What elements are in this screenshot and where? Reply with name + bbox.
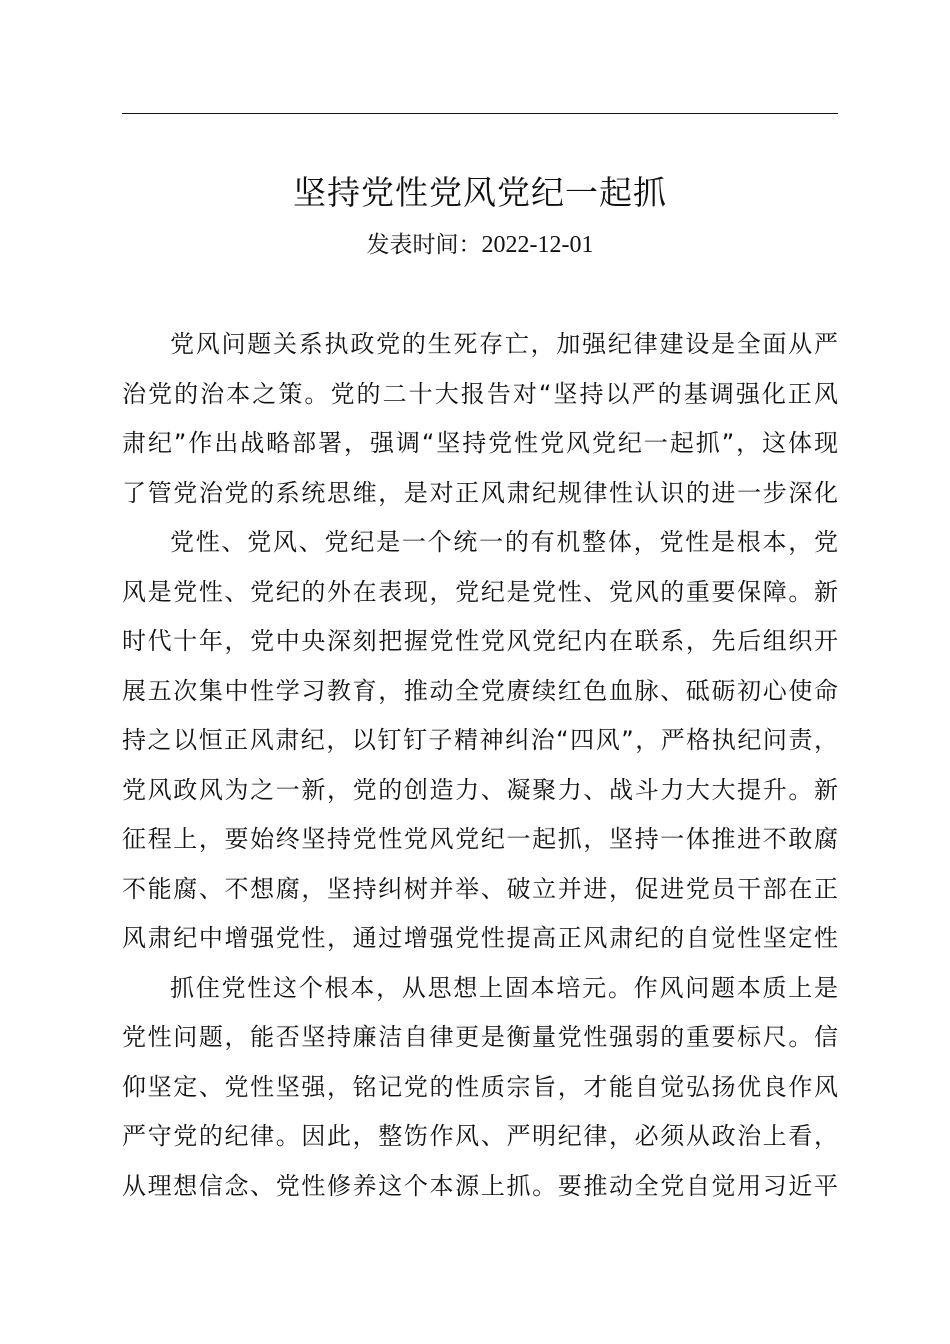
- body-line: 不能腐、不想腐，坚持纠树并举、破立并进，促进党员干部在正: [122, 874, 838, 903]
- header-rule: [122, 113, 838, 114]
- body-line: 党性、党风、党纪是一个统一的有机整体，党性是根本，党: [170, 528, 838, 556]
- article-title: 坚持党性党风党纪一起抓: [293, 173, 667, 212]
- body-line: 征程上，要始终坚持党性党风党纪一起抓，坚持一体推进不敢腐: [122, 825, 838, 853]
- body-line: 肃纪”作出战略部署，强调“坚持党性党风党纪一起抓”，这体现: [122, 429, 838, 457]
- body-line: 从理想信念、党性修养这个本源上抓。要推动全党自觉用习近平: [122, 1171, 838, 1200]
- body-line: 了管党治党的系统思维，是对正风肃纪规律性认识的进一步深化: [122, 478, 838, 507]
- article-body: [122, 320, 838, 1211]
- publish-date: [122, 228, 838, 262]
- publish-date-label: 发表时间：: [366, 232, 482, 258]
- body-line: 党风政风为之一新，党的创造力、凝聚力、战斗力大大提升。新: [122, 775, 838, 804]
- body-line: 治党的治本之策。党的二十大报告对“坚持以严的基调强化正风: [122, 379, 838, 408]
- body-line: 风肃纪中增强党性，通过增强党性提高正风肃纪的自觉性坚定性: [122, 924, 838, 952]
- publish-date-value: 2022-12-01: [481, 232, 594, 258]
- body-line: 风是党性、党纪的外在表现，党纪是党性、党风的重要保障。新: [122, 577, 838, 606]
- body-line: 时代十年，党中央深刻把握党性党风党纪内在联系，先后组织开: [122, 627, 838, 655]
- body-line: 持之以恒正风肃纪，以钉钉子精神纠治“四风”，严格执纪问责，: [122, 726, 838, 754]
- body-line: 严守党的纪律。因此，整饬作风、严明纪律，必须从政治上看，: [122, 1122, 838, 1150]
- body-line: 仰坚定、党性坚强，铭记党的性质宗旨，才能自觉弘扬优良作风: [122, 1072, 838, 1101]
- body-line: 党风问题关系执政党的生死存亡，加强纪律建设是全面从严: [170, 330, 838, 358]
- body-line: 党性问题，能否坚持廉洁自律更是衡量党性强弱的重要标尺。信: [122, 1023, 838, 1051]
- body-line: 展五次集中性学习教育，推动全党赓续红色血脉、砥砺初心使命: [122, 676, 838, 705]
- body-line: 抓住党性这个根本，从思想上固本培元。作风问题本质上是: [170, 973, 838, 1002]
